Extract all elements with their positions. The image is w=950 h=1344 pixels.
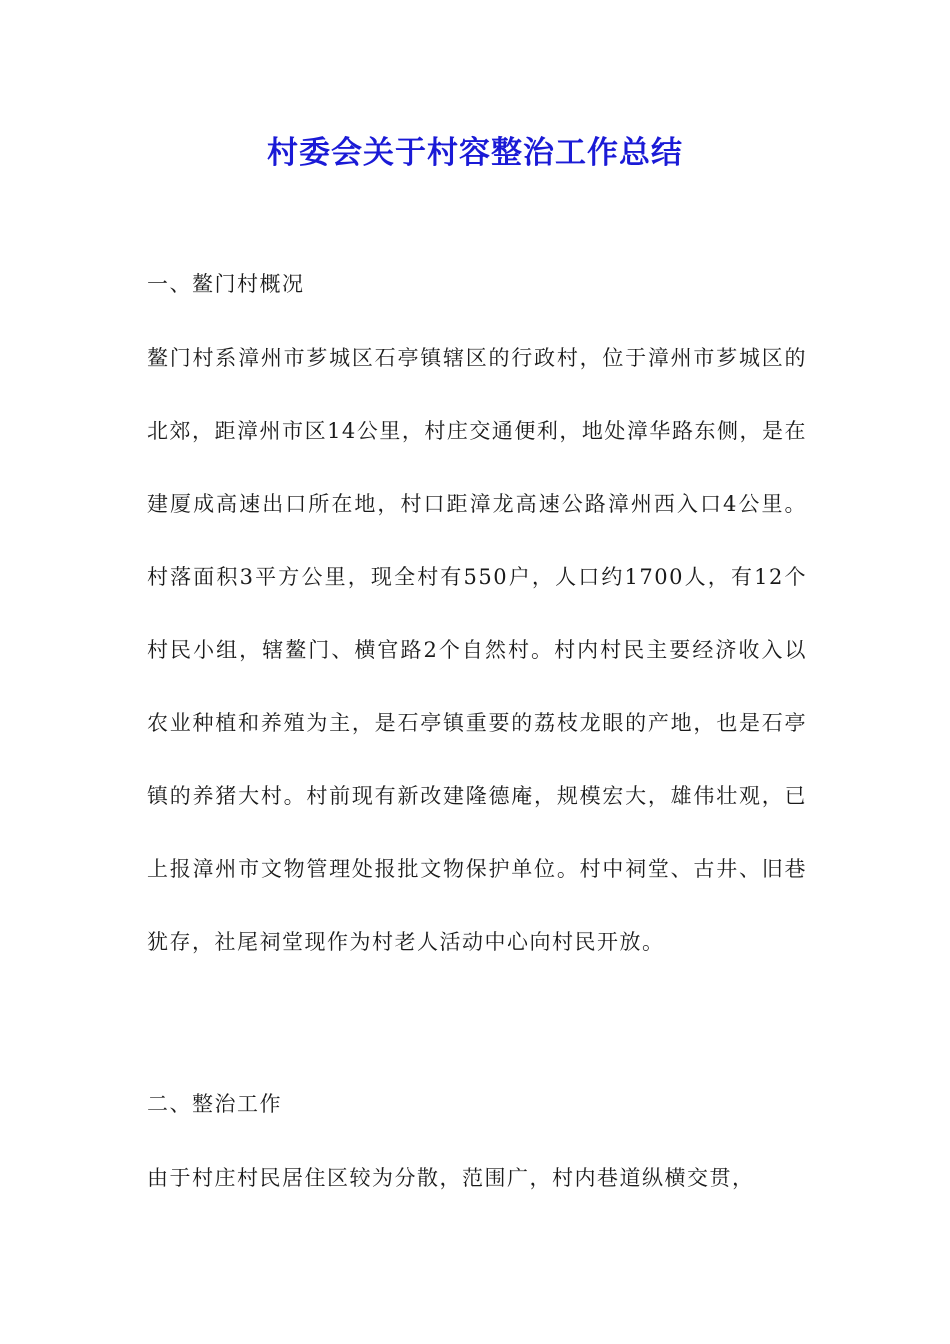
section-paragraph-overview xyxy=(147,322,807,979)
section-heading-rectification xyxy=(147,1068,807,1141)
section-paragraph-rectification xyxy=(147,1142,807,1215)
section-heading-text: 一、鳌门村概况 xyxy=(147,272,305,296)
section-heading-overview xyxy=(147,248,807,321)
section-heading-text: 二、整治工作 xyxy=(147,1092,282,1116)
paragraph-text: 由于村庄村民居住区较为分散，范围广，村内巷道纵横交贯， xyxy=(147,1166,755,1190)
page-title: 村委会关于村容整治工作总结 xyxy=(267,135,683,171)
paragraph-text: 鳌门村系漳州市芗城区石亭镇辖区的行政村，位于漳州市芗城区的北郊，距漳州市区14公里，村庄交通便利，地处漳华路东侧，是在建厦成高速出口所在地，村口距漳龙高速公路漳州西入口4公里。村落面积3平方公里，现全村有550户，人口约1700人，有12个村民小组，辖鳌门、横官路2个自然村。村内村民主要经济收入以农业种植和养殖为主，是石亭镇重要的荔枝龙眼的产地，也是石亭镇的养猪大村。村前现有新改建隆德庵，规模宏大，雄伟壮观，已上报漳州市文物管理处报批文物保护单位。村中祠堂、古井、旧巷犹存，社尾祠堂现作为村老人活动中心向村民开放。 xyxy=(147,346,807,954)
